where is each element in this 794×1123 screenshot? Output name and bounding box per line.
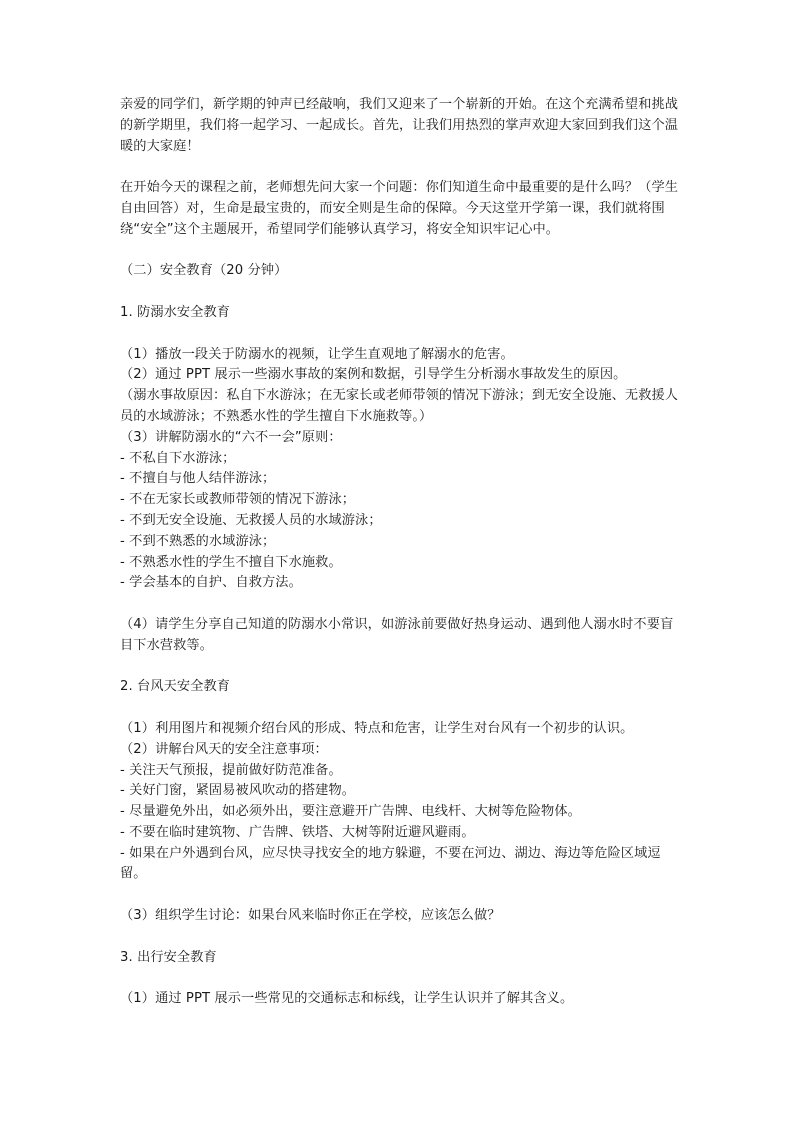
drowning-items [120,345,680,595]
typhoon-rule: - 关注天气预报，提前做好防范准备。 [120,762,342,778]
drowning-rule: - 学会基本的自护、自救方法。 [120,575,302,591]
drowning-item-3: （3）讲解防溺水的“六不一会”原则： [120,429,342,445]
typhoon-rule: - 如果在户外遇到台风，应尽快寻找安全的地方躲避，不要在河边、湖边、海边等危险区域逗留。 [120,845,661,882]
drowning-rule: - 不到不熟悉的水域游泳； [120,533,276,549]
drowning-rule: - 不擅自与他人结伴游泳； [120,471,276,487]
document-page [120,95,680,1031]
section-title: （二）安全教育（20 分钟） [120,263,288,279]
drowning-section-title: 1. 防溺水安全教育 [120,304,231,320]
drowning-item-2: （2）通过 PPT 展示一些溺水事故的案例和数据，引导学生分析溺水事故发生的原因。 [120,367,627,383]
typhoon-item-1: （1）利用图片和视频介绍台风的形成、特点和危害，让学生对台风有一个初步的认识。 [120,720,634,736]
drowning-causes: （溺水事故原因：私自下水游泳；在无家长或老师带领的情况下游泳；到无安全设施、无救援人员的水域游泳；不熟悉水性的学生擅自下水施救等。） [120,388,679,424]
intro-paragraph-1: 亲爱的同学们，新学期的钟声已经敲响，我们又迎来了一个崭新的开始。在这个充满希望和挑战的新学期里，我们将一起学习、一起成长。首先，让我们用热烈的掌声欢迎大家回到我们这个温暖的大家庭！ [120,97,679,154]
typhoon-section-title: 2. 台风天安全教育 [120,679,231,695]
drowning-rule: - 不到无安全设施、无救援人员的水域游泳； [120,512,382,528]
travel-item-1: （1）通过 PPT 展示一些常见的交通标志和标线，让学生认识并了解其含义。 [120,991,574,1007]
drowning-rule: - 不在无家长或教师带领的情况下游泳； [120,492,356,508]
drowning-item-4: （4）请学生分享自己知道的防溺水小常识，如游泳前要做好热身运动、遇到他人溺水时不要盲目下水营救等。 [120,616,674,653]
typhoon-item-2: （2）讲解台风天的安全注意事项： [120,741,328,757]
typhoon-items [120,719,680,885]
typhoon-rule: - 关好门窗，紧固易被风吹动的搭建物。 [120,783,356,799]
typhoon-rule: - 不要在临时建筑物、广告牌、铁塔、大树等附近避风避雨。 [120,824,475,840]
typhoon-item-3: （3）组织学生讨论：如果台风来临时你正在学校，应该怎么做？ [120,908,501,924]
drowning-rule: - 不熟悉水性的学生不擅自下水施救。 [120,554,342,570]
travel-section-title: 3. 出行安全教育 [120,949,217,965]
drowning-rule: - 不私自下水游泳； [120,450,236,466]
typhoon-rule: - 尽量避免外出，如必须外出，要注意避开广告牌、电线杆、大树等危险物体。 [120,804,581,820]
intro-paragraph-2: 在开始今天的课程之前，老师想先问大家一个问题：你们知道生命中最重要的是什么吗？（学生自由回答）对，生命是最宝贵的，而安全则是生命的保障。今天这堂开学第一课，我们就将围绕“安全”这个主题展开，希望同学们能够认真学习，将安全知识牢记心中。 [120,180,679,237]
drowning-item-1: （1）播放一段关于防溺水的视频，让学生直观地了解溺水的危害。 [120,346,514,362]
